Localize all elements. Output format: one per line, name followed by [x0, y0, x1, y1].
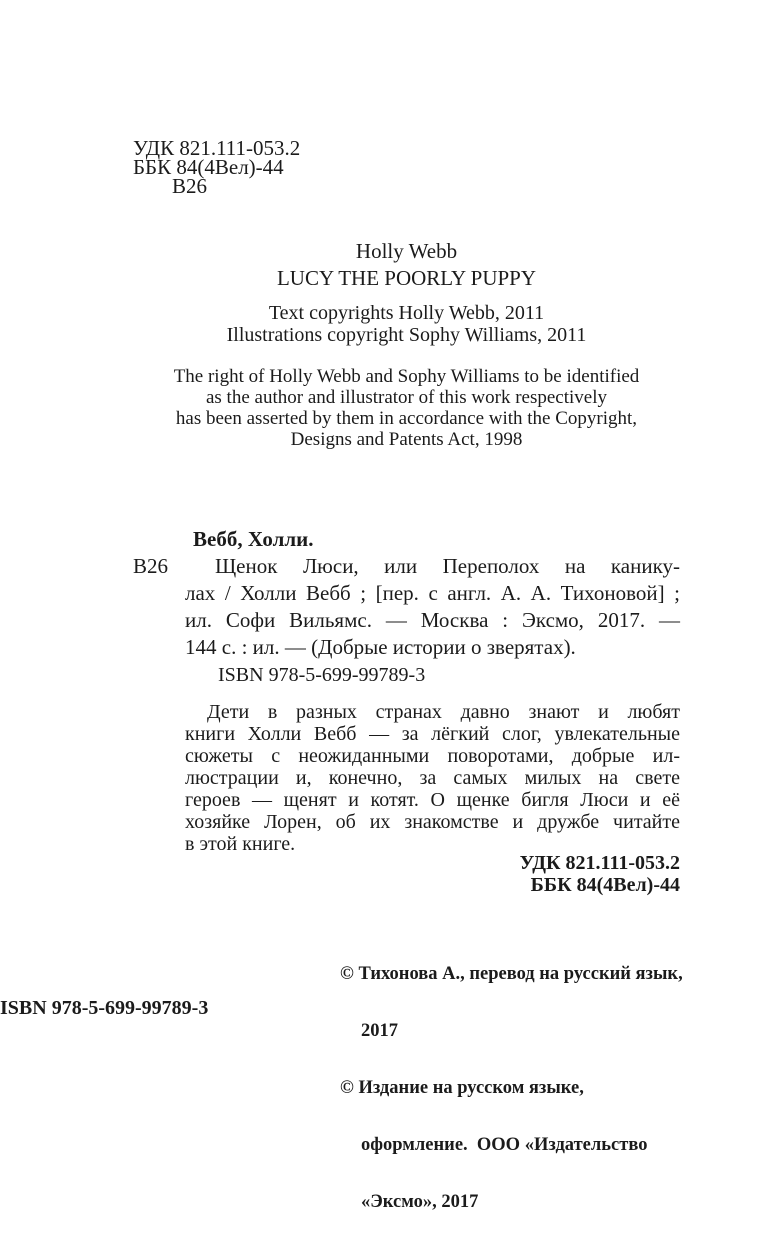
udk-top-line: УДК 821.111-053.2: [133, 136, 301, 160]
original-author: Holly Webb: [355, 239, 458, 263]
annotation-line: книги Холли Вебб — за лёгкий слог, увлекательные: [185, 723, 680, 745]
annotation-line: Дети в разных странах давно знают и любят: [207, 701, 680, 723]
top-codes-block: [133, 136, 680, 198]
record-line: ил. Софи Вильямс. — Москва : Эксмо, 2017. —: [185, 608, 680, 632]
rights-notice-line: has been asserted by them in accordance with the Copyright,: [175, 408, 638, 429]
record-line: 144 с. : ил. — (Добрые истории о зверятах).: [185, 635, 576, 659]
rights-notice-line: Designs and Patents Act, 1998: [290, 429, 523, 450]
bottom-codes-block: [133, 852, 680, 896]
rights-notice: [133, 366, 680, 450]
russian-copyright-block: [340, 927, 768, 1240]
isbn-bottom: ISBN 978-5-699-99789-3: [0, 997, 209, 1019]
edition-copyright-line: оформление. ООО «Издательство: [361, 1135, 648, 1155]
author-sign-code: В26: [172, 174, 208, 198]
annotation-line: в этой книге.: [185, 833, 296, 855]
original-title-block: [133, 238, 680, 292]
text-copyright-line: Text copyrights Holly Webb, 2011: [268, 302, 545, 324]
record-isbn: ISBN 978-5-699-99789-3: [218, 664, 426, 686]
udk-bottom-line: УДК 821.111-053.2: [519, 852, 680, 874]
record-author-header: Вебб, Холли.: [193, 527, 314, 551]
record-code: В26: [133, 554, 169, 578]
bbk-top-line: ББК 84(4Вел)-44: [133, 155, 284, 179]
translation-copyright-line: © Тихонова А., перевод на русский язык,: [340, 964, 683, 984]
catalog-record: [133, 526, 680, 661]
rights-notice-line: The right of Holly Webb and Sophy Williams to be identified: [173, 366, 640, 387]
record-line: лах / Холли Вебб ; [пер. с англ. А. А. Тихоновой] ;: [185, 581, 680, 605]
original-title: LUCY THE POORLY PUPPY: [276, 266, 537, 290]
english-copyright-block: [133, 302, 680, 346]
edition-copyright-line: © Издание на русском языке,: [340, 1078, 584, 1098]
record-line: Щенок Люси, или Переполох на канику-: [215, 554, 680, 578]
annotation-line: героев — щенят и котят. О щенке бигля Люси и её: [185, 789, 680, 811]
edition-copyright-line: «Эксмо», 2017: [361, 1192, 479, 1212]
translation-copyright-year: 2017: [361, 1021, 398, 1041]
annotation-line: хозяйке Лорен, об их знакомстве и дружбе читайте: [185, 811, 680, 833]
annotation-line: люстрации и, конечно, за самых милых на свете: [185, 767, 680, 789]
annotation-line: сюжеты с неожиданными поворотами, добрые ил-: [185, 745, 680, 767]
illustrations-copyright-line: Illustrations copyright Sophy Williams, 2011: [226, 324, 587, 346]
bbk-bottom-line: ББК 84(4Вел)-44: [530, 874, 680, 896]
annotation-paragraph: [185, 701, 680, 855]
rights-notice-line: as the author and illustrator of this work respectively: [205, 387, 607, 408]
record-body: [185, 553, 680, 661]
